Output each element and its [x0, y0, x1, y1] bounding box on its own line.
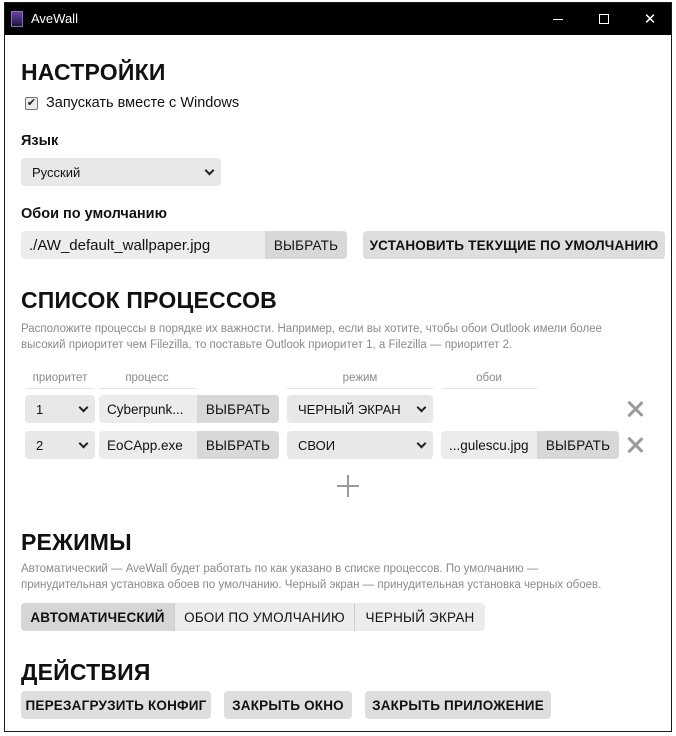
- maximize-icon: [599, 14, 609, 24]
- row2-delete-icon[interactable]: [626, 436, 644, 454]
- actions-heading: ДЕЙСТВИЯ: [21, 659, 151, 685]
- processes-hint-line1: Расположите процессы в порядке их важности. Например, если вы хотите, чтобы обои Outlook имели более: [21, 323, 603, 335]
- row2-process-field: [99, 431, 279, 459]
- title-bar[interactable]: [5, 3, 671, 35]
- minimize-button[interactable]: [535, 3, 581, 35]
- column-header-priority: приоритет: [25, 367, 95, 389]
- mode-automatic-tab[interactable]: АВТОМАТИЧЕСКИЙ: [21, 603, 175, 631]
- close-window-button[interactable]: [627, 3, 673, 35]
- mode-black-screen-tab[interactable]: ЧЕРНЫЙ ЭКРАН: [365, 609, 475, 625]
- reload-config-button[interactable]: ПЕРЕЗАГРУЗИТЬ КОНФИГ: [21, 691, 211, 719]
- row2-priority-select[interactable]: [25, 431, 95, 459]
- minimize-icon: [553, 19, 563, 20]
- language-select-value: Русский: [32, 164, 81, 180]
- modes-hint: [21, 561, 651, 593]
- chevron-down-icon: [79, 439, 89, 449]
- column-header-wallpaper: обои: [441, 367, 537, 389]
- close-window-action-button[interactable]: ЗАКРЫТЬ ОКНО: [224, 691, 352, 719]
- row1-process-name: Cyberpunk...: [107, 401, 184, 417]
- default-wallpaper-path: ./AW_default_wallpaper.jpg: [29, 236, 211, 254]
- autostart-checkbox[interactable]: [25, 97, 38, 110]
- modes-hint-line2: принудительная установка обоев по умолчанию. Черный экран — принудительная установка черных обоев.: [21, 579, 602, 591]
- set-current-default-button[interactable]: УСТАНОВИТЬ ТЕКУЩИЕ ПО УМОЛЧАНИЮ: [363, 231, 665, 259]
- chevron-down-icon: [79, 403, 89, 413]
- row2-wallpaper-path: ...gulescu.jpg: [449, 437, 529, 453]
- row2-wallpaper-field: [441, 431, 619, 459]
- autostart-label: Запускать вместе с Windows: [46, 95, 240, 111]
- row1-process-field: [99, 395, 279, 423]
- row1-delete-icon[interactable]: [626, 400, 644, 418]
- column-header-process: процесс: [99, 367, 195, 389]
- language-select[interactable]: [21, 158, 221, 186]
- row2-choose-process-button[interactable]: ВЫБРАТЬ: [197, 431, 279, 459]
- row2-choose-wallpaper-button[interactable]: ВЫБРАТЬ: [537, 431, 619, 459]
- window-title: AveWall: [31, 11, 78, 26]
- add-process-icon[interactable]: [337, 475, 359, 497]
- chevron-down-icon: [205, 166, 215, 176]
- language-label: Язык: [21, 133, 59, 149]
- row1-mode-value: ЧЕРНЫЙ ЭКРАН: [298, 401, 401, 417]
- modes-hint-line1: Автоматический — AveWall будет работать по как указано в списке процессов. По умолчанию —: [21, 563, 539, 575]
- row1-priority-value: 1: [36, 401, 44, 417]
- row1-priority-select[interactable]: [25, 395, 95, 423]
- processes-hint-line2: высокий приоритет чем Filezilla, то поставьте Outlook приоритет 1, а Filezilla — приоритет 2.: [21, 339, 513, 351]
- row2-mode-value: СВОИ: [298, 437, 336, 453]
- app-window: [4, 2, 672, 732]
- autostart-row: [25, 95, 239, 111]
- chevron-down-icon: [417, 439, 427, 449]
- modes-heading: РЕЖИМЫ: [21, 529, 132, 555]
- app-logo-icon: [11, 11, 23, 27]
- close-app-button[interactable]: ЗАКРЫТЬ ПРИЛОЖЕНИЕ: [365, 691, 551, 719]
- default-wallpaper-label: Обои по умолчанию: [21, 206, 167, 222]
- column-header-mode: режим: [287, 367, 433, 389]
- processes-hint: [21, 321, 651, 353]
- maximize-button[interactable]: [581, 3, 627, 35]
- close-icon: ✕: [643, 11, 657, 28]
- chevron-down-icon: [417, 403, 427, 413]
- processes-heading: СПИСОК ПРОЦЕССОВ: [21, 287, 277, 313]
- mode-default-wallpaper-tab[interactable]: ОБОИ ПО УМОЛЧАНИЮ: [175, 603, 355, 631]
- row2-mode-select[interactable]: [287, 431, 433, 459]
- row2-priority-value: 2: [36, 437, 44, 453]
- row1-mode-select[interactable]: [287, 395, 433, 423]
- settings-heading: НАСТРОЙКИ: [21, 59, 166, 85]
- row2-process-name: EoCApp.exe: [107, 437, 183, 453]
- default-wallpaper-field: [21, 231, 347, 259]
- choose-default-wallpaper-button[interactable]: ВЫБРАТЬ: [265, 231, 347, 259]
- mode-segmented-control: [21, 603, 485, 631]
- checkmark-icon: ✔: [26, 96, 37, 109]
- row1-choose-process-button[interactable]: ВЫБРАТЬ: [197, 395, 279, 423]
